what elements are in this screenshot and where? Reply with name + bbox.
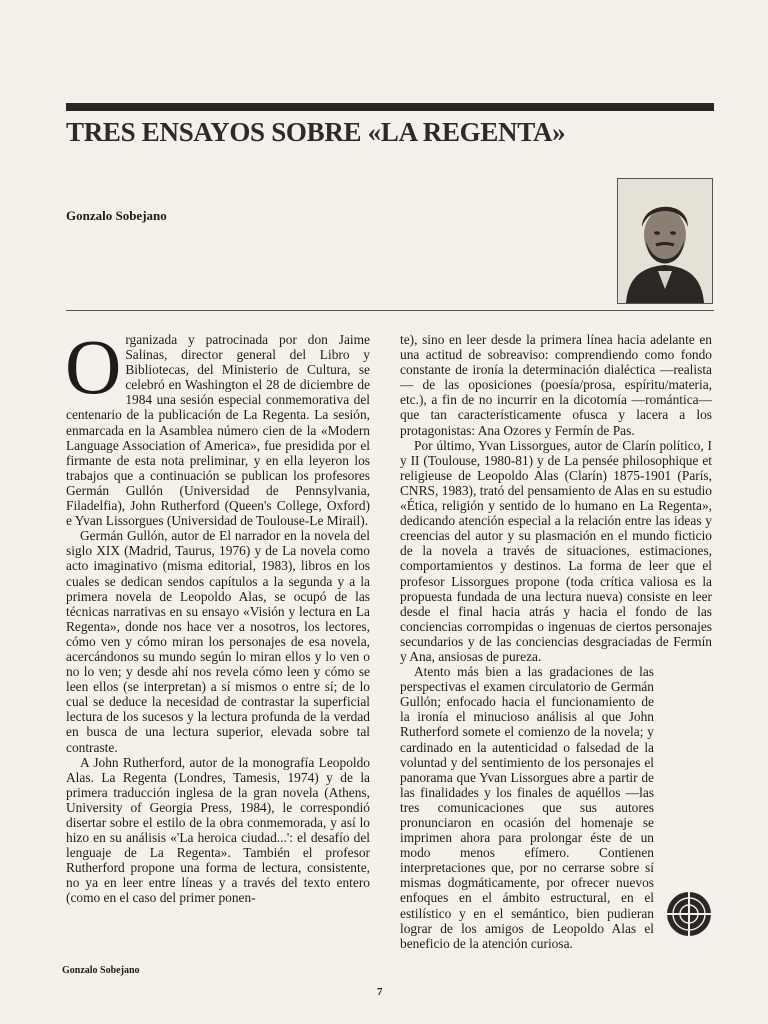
paragraph: Germán Gullón, autor de El narrador en la novela del siglo XIX (Madrid, Taurus, 1976) y de La novela como acto imaginativo (misma editorial, 1983), libros en los cuales se dedican sendos capítulos a la segunda y a la primera novela de Leopoldo Alas, se ocupó de las técnicas narrativas en su ensayo «Visión y lectura en La Regenta», donde nos hace ver a nosotros, los lectores, cómo ven y cómo miran los personajes de esa novela, acercándonos su mundo según lo miran ellos y lo ven o no lo ven; y desde ahí nos revela cómo leen y cómo se leen ellos (se interpretan) a sí mismos o entre sí; de lo cual se deduce la necesidad de contrastar la superficial lectura de los sucesos y la lectura profunda de la verdad en busca de una lectura superior, elevada sobre tal contraste. <box>66 528 370 755</box>
author-portrait-icon <box>617 178 713 304</box>
top-rule <box>66 103 714 111</box>
page-number: 7 <box>377 986 383 998</box>
paragraph: Por último, Yvan Lissorgues, autor de Clarín político, I y II (Toulouse, 1980-81) y de La pensée philosophique et religieuse de Leopoldo Alas (Clarín) 1875-1901 (París, CNRS, 1983), trató del pensamiento de Alas en su estudio «Ética, religión y sentido de lo humano en La Regenta», dedicando atención especial a la relación entre las ideas y creencias del autor y su plasmación en el mundo ficticio de la novela a través de situaciones, estimaciones, comportamientos y destinos. La forma de leer que el profesor Lissorgues propone (toda crítica valiosa es la propuesta fundada de una lectura nueva) consiste en leer desde el final hacia atrás y hacia el fondo de las conciencias corrompidas o ingenuas de ciertos personajes secundarios y de las conciencias desgraciadas de Fermín y Ana, ansiosas de pureza. <box>400 437 712 664</box>
paragraph: Organizada y patrocinada por don Jaime Salinas, director general del Libro y Bibliotecas, del Ministerio de Cultura, se celebró en Washington el 28 de diciembre de 1984 una sesión especial conmemorativa del centenario de la publicación de La Regenta. La sesión, enmarcada en la Asamblea número cien de la «Modern Language Association of America», fue presidida por el firmante de esta nota preliminar, y en ella leyeron los trabajos que a continuación se publican los profesores Germán Gullón (Universidad de Pennsylvania, Filadelfia), John Rutherford (Queen's College, Oxford) e Yvan Lissorgues (Universidad de Toulouse-Le Mirail). <box>65 323 370 529</box>
header-divider <box>66 310 714 311</box>
paragraph: te), sino en leer desde la primera línea hacia adelante en una actitud de sobreaviso: comprendiendo como fondo constante de ironía la determinación dialéctica —realista— de las oposiciones (poesía/prosa, espíritu/materia, etc.), a fin de no incurrir en la dicotomía —romántica— que tan característicamente ofusca y lacera a los protagonistas: Ana Ozores y Fermín de Pas. <box>400 332 712 438</box>
footer-author: Gonzalo Sobejano <box>62 965 140 976</box>
article-author: Gonzalo Sobejano <box>66 208 167 223</box>
drop-cap: O <box>65 323 122 410</box>
end-mark-emblem-icon <box>665 890 713 938</box>
article-title: TRES ENSAYOS SOBRE «LA REGENTA» <box>66 117 566 147</box>
text-column-left <box>65 323 370 906</box>
paragraph: Atento más bien a las gradaciones de las perspectivas el examen circulatorio de Germán Gullón; enfocado hacia el funcionamiento de la ironía el minucioso análisis al que John Rutherford somete el comienzo de la novela; y cardinado en la autenticidad o falsedad de la voluntad y del sentimiento de los personajes el panorama que Yvan Lissorgues abre a partir de las finalidades y los finales de aquéllos —las tres comunicaciones que sus autores pronunciaron en ocasión del homenaje se imprimen ahora para prolongar éste de un modo menos efímero. Contienen interpretaciones que, por no cerrarse sobre sí mismas dogmáticamente, por ofrecer nuevos enfoques en el ámbito estructural, en el estilístico y en el semántico, bien pudieran lograr de los amigos de Leopoldo Alas el beneficio de la atención curiosa. <box>400 664 654 951</box>
paragraph: A John Rutherford, autor de la monografía Leopoldo Alas. La Regenta (Londres, Tamesis, 1974) y de la primera traducción inglesa de la gran novela (Athens, University of Georgia Press, 1984), le correspondió disertar sobre el estilo de la obra conmemorada, y así lo hizo en su análisis «'La heroica ciudad...': el desafío del lenguaje de La Regenta». También el profesor Rutherford propone una forma de lectura, consistente, no ya en leer entre líneas y a través del texto entero (como en el caso del primer ponen- <box>66 754 370 906</box>
text-column-right <box>400 332 712 951</box>
